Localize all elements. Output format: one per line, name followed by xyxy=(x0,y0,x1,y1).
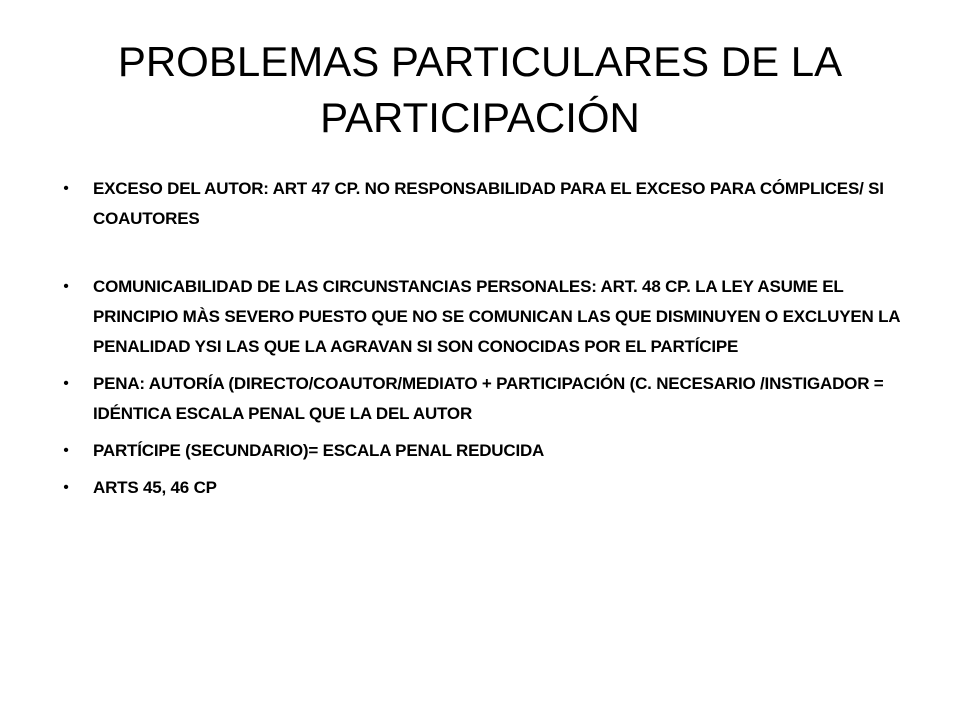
bullet-item-participe-secundario xyxy=(60,436,910,466)
bullet-item-comunicabilidad xyxy=(60,272,910,362)
bullet-item-arts xyxy=(60,473,910,503)
bullet-text: ARTS 45, 46 CP xyxy=(93,478,217,497)
bullet-dot-icon: • xyxy=(63,278,69,295)
bullet-dot-icon: • xyxy=(63,180,69,197)
bullet-item-pena xyxy=(60,369,910,429)
slide-title-line-2: PARTICIPACIÓN xyxy=(320,94,640,141)
bullet-dot-icon: • xyxy=(63,375,69,392)
bullet-text: PENA: AUTORÍA (DIRECTO/COAUTOR/MEDIATO + PARTICIPACIÓN (C. NECESARIO /INSTIGADOR = IDÉNTICA ESCALA PENAL QUE LA DEL AUTOR xyxy=(93,374,884,423)
bullet-text: EXCESO DEL AUTOR: ART 47 CP. NO RESPONSABILIDAD PARA EL EXCESO PARA CÓMPLICES/ SI COAUTORES xyxy=(93,179,884,228)
bullet-item-exceso-autor xyxy=(60,174,910,234)
bullet-text: COMUNICABILIDAD DE LAS CIRCUNSTANCIAS PERSONALES: ART. 48 CP. LA LEY ASUME EL PRINCIPIO MÀS SEVERO PUESTO QUE NO SE COMUNICAN LAS QUE DISMINUYEN O EXCLUYEN LA PENALIDAD YSI LAS QUE LA AGRAVAN SI SON CONOCIDAS POR EL PARTÍCIPE xyxy=(93,277,900,356)
bullet-dot-icon: • xyxy=(63,479,69,496)
slide-title xyxy=(60,34,900,146)
bullet-list xyxy=(60,174,910,510)
slide-title-line-1: PROBLEMAS PARTICULARES DE LA xyxy=(117,38,843,85)
bullet-text: PARTÍCIPE (SECUNDARIO)= ESCALA PENAL REDUCIDA xyxy=(93,441,545,460)
bullet-dot-icon: • xyxy=(63,442,69,459)
